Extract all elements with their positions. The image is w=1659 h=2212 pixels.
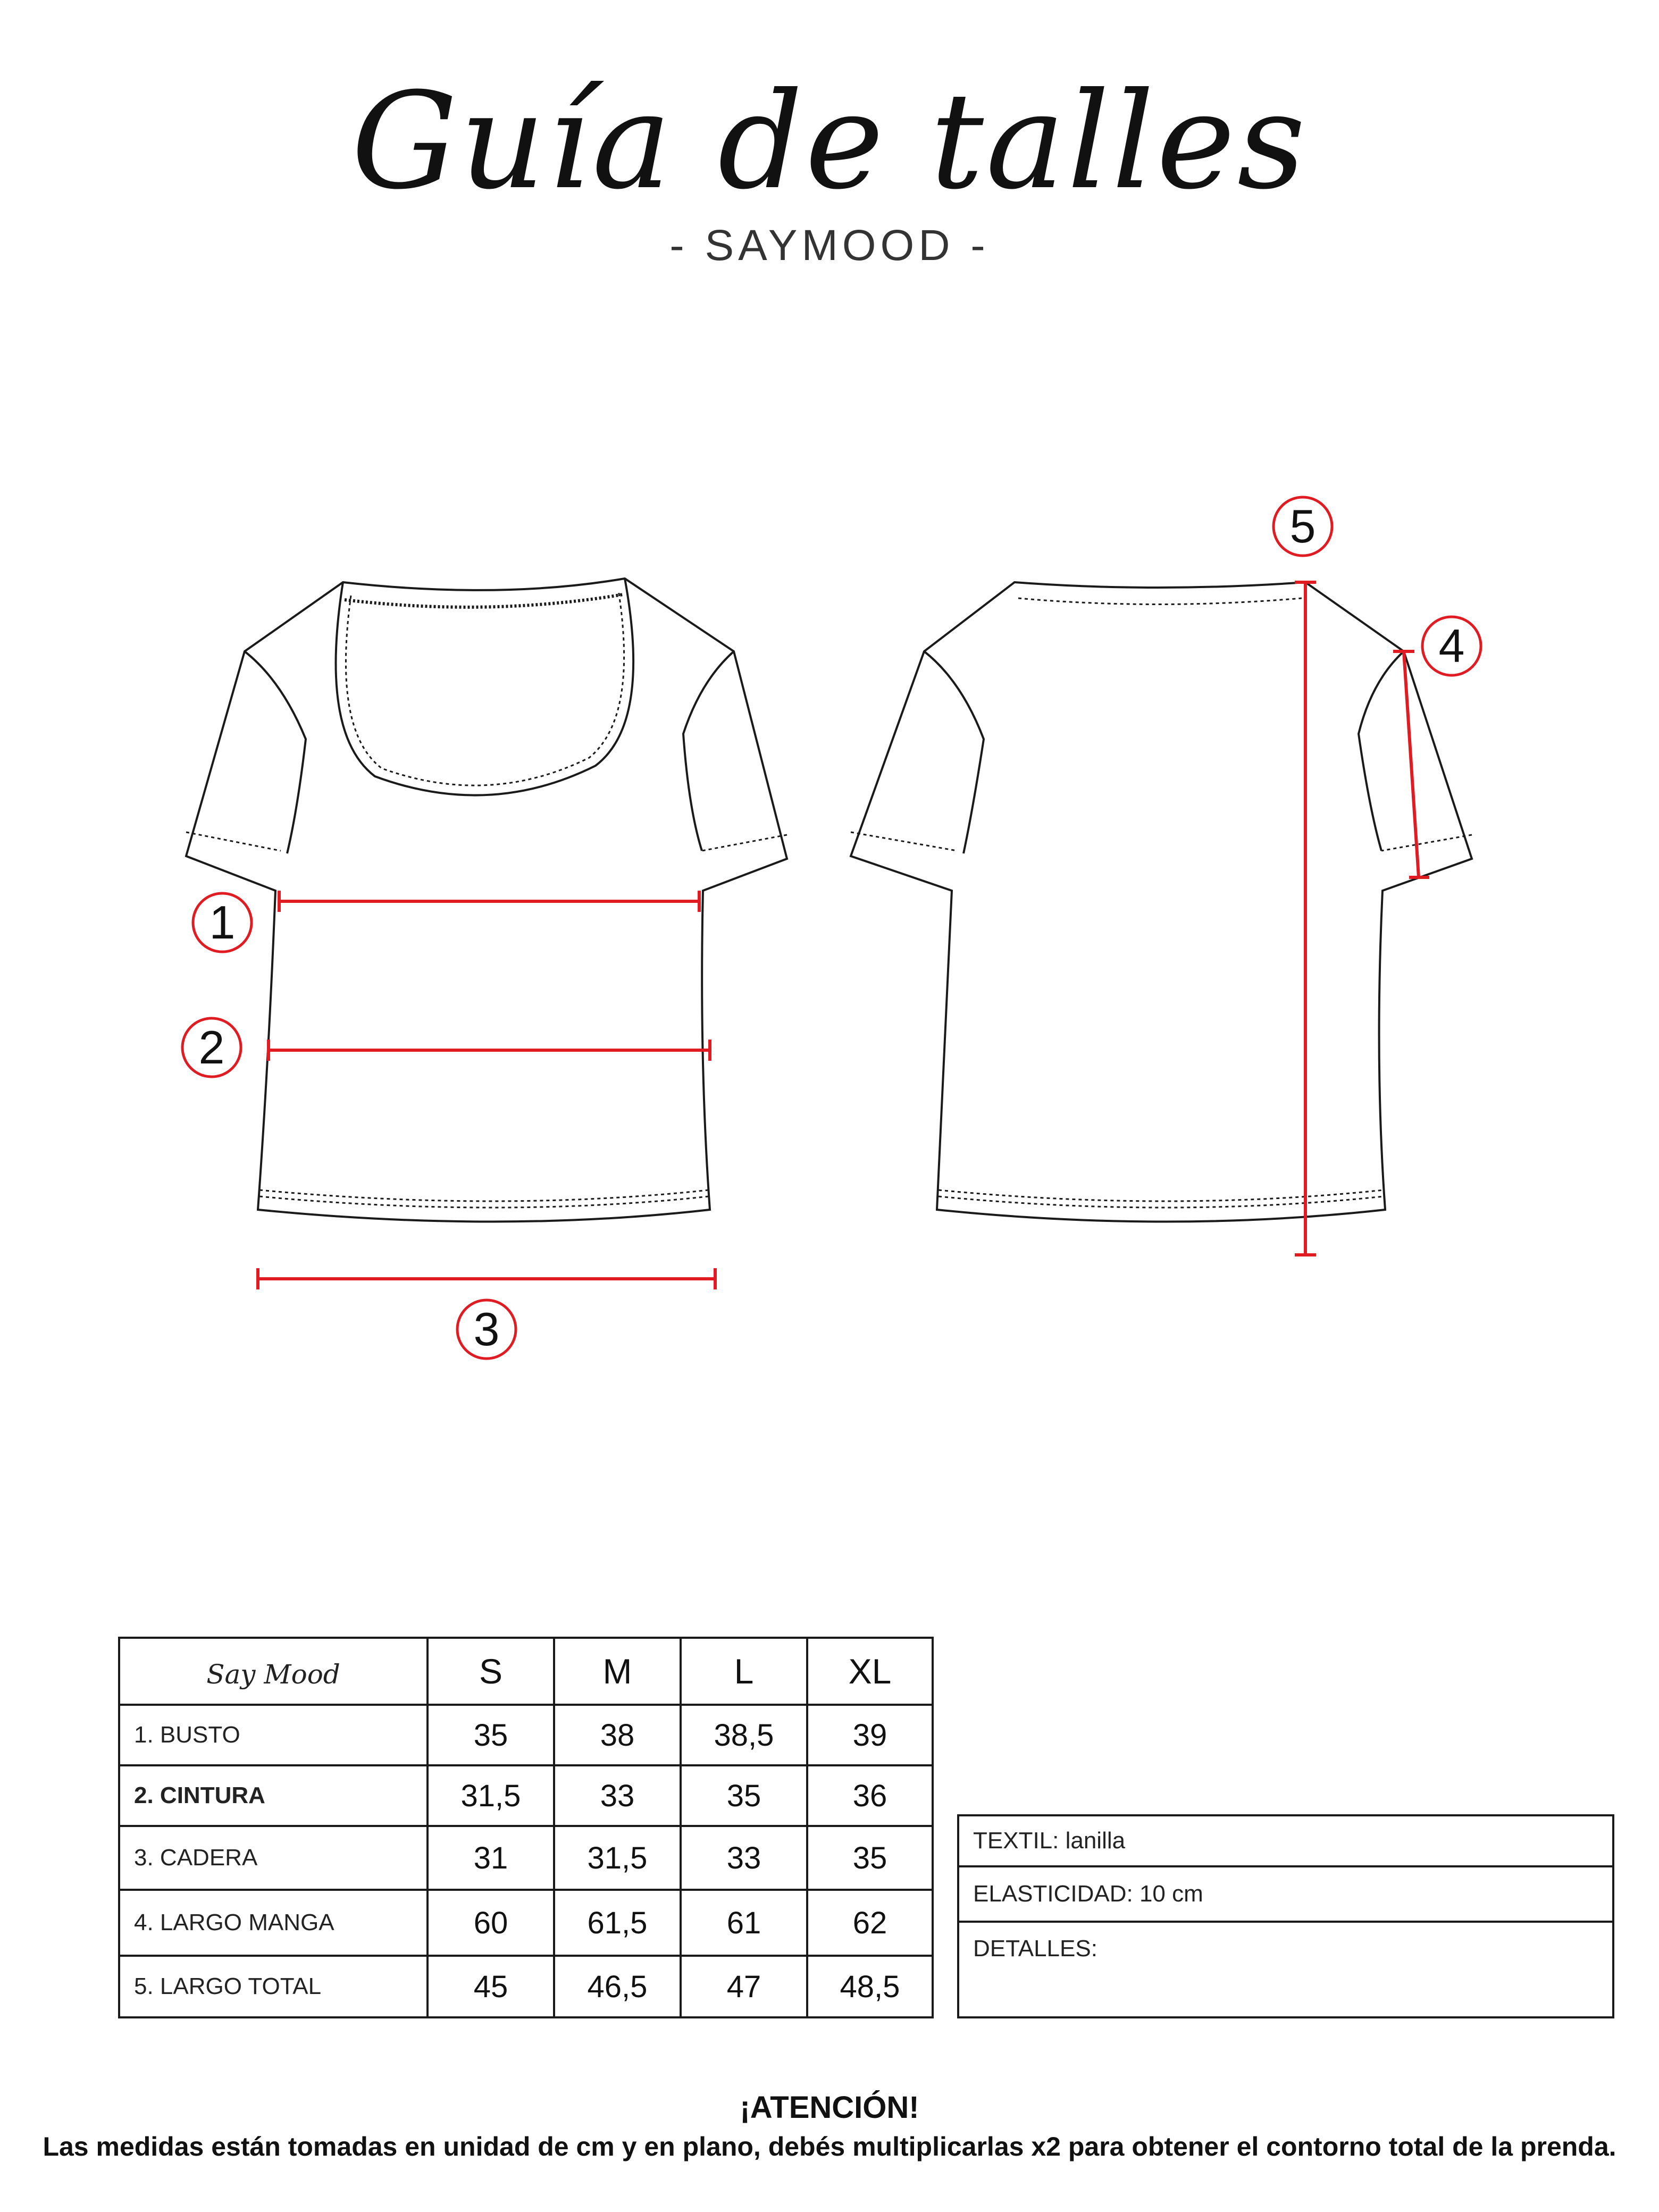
page-title: Guía de talles: [351, 64, 1308, 219]
table-cell: 48,5: [807, 1956, 933, 2017]
table-cell: 62: [807, 1890, 933, 1956]
callout-4: 4: [1438, 619, 1465, 672]
table-cell: 35: [681, 1765, 807, 1826]
table-cell: 33: [554, 1765, 681, 1826]
row-label: 3. CADERA: [119, 1826, 428, 1890]
attention-text: Las medidas están tomadas en unidad de cm y en plano, debés multiplicarlas x2 para obtener el contorno total de la prenda.: [43, 2132, 1616, 2161]
table-row: [119, 1765, 933, 1826]
table-cell: 38,5: [681, 1705, 807, 1765]
table-row: [119, 1826, 933, 1890]
table-row: [119, 1705, 933, 1765]
table-cell: 47: [681, 1956, 807, 2017]
size-header-row: [119, 1638, 933, 1705]
elasticidad-info: ELASTICIDAD: 10 cm: [958, 1866, 1613, 1922]
table-cell: 31: [428, 1826, 554, 1890]
row-label: 1. BUSTO: [119, 1705, 428, 1765]
table-cell: 31,5: [428, 1765, 554, 1826]
size-header: M: [554, 1638, 681, 1705]
table-cell: 46,5: [554, 1956, 681, 2017]
fabric-info-table: [957, 1814, 1614, 2018]
table-cell: 33: [681, 1826, 807, 1890]
table-cell: 35: [428, 1705, 554, 1765]
size-header: XL: [807, 1638, 933, 1705]
row-label: 2. CINTURA: [119, 1765, 428, 1826]
brand-logo: Say Mood: [119, 1638, 428, 1705]
back-tshirt: [851, 582, 1472, 1222]
table-cell: 60: [428, 1890, 554, 1956]
textil-info: TEXTIL: lanilla: [958, 1815, 1613, 1866]
detalles-info: DETALLES:: [958, 1922, 1613, 2017]
size-header: S: [428, 1638, 554, 1705]
measurement-lines: [258, 582, 1429, 1289]
table-cell: 45: [428, 1956, 554, 2017]
table-row: [119, 1890, 933, 1956]
row-label: 4. LARGO MANGA: [119, 1890, 428, 1956]
table-row: [119, 1956, 933, 2017]
brand-subtitle: - SAYMOOD -: [669, 221, 990, 270]
row-label: 5. LARGO TOTAL: [119, 1956, 428, 2017]
callout-2: 2: [198, 1021, 225, 1074]
table-cell: 61,5: [554, 1890, 681, 1956]
callout-circles: [182, 497, 1481, 1359]
table-cell: 31,5: [554, 1826, 681, 1890]
table-cell: 35: [807, 1826, 933, 1890]
table-cell: 39: [807, 1705, 933, 1765]
size-table: [118, 1637, 934, 2018]
size-header: L: [681, 1638, 807, 1705]
table-cell: 36: [807, 1765, 933, 1826]
attention-title: ¡ATENCIÓN!: [740, 2090, 919, 2125]
table-cell: 61: [681, 1890, 807, 1956]
callout-1: 1: [209, 896, 236, 949]
table-cell: 38: [554, 1705, 681, 1765]
callout-5: 5: [1289, 500, 1316, 552]
callout-3: 3: [473, 1303, 500, 1355]
